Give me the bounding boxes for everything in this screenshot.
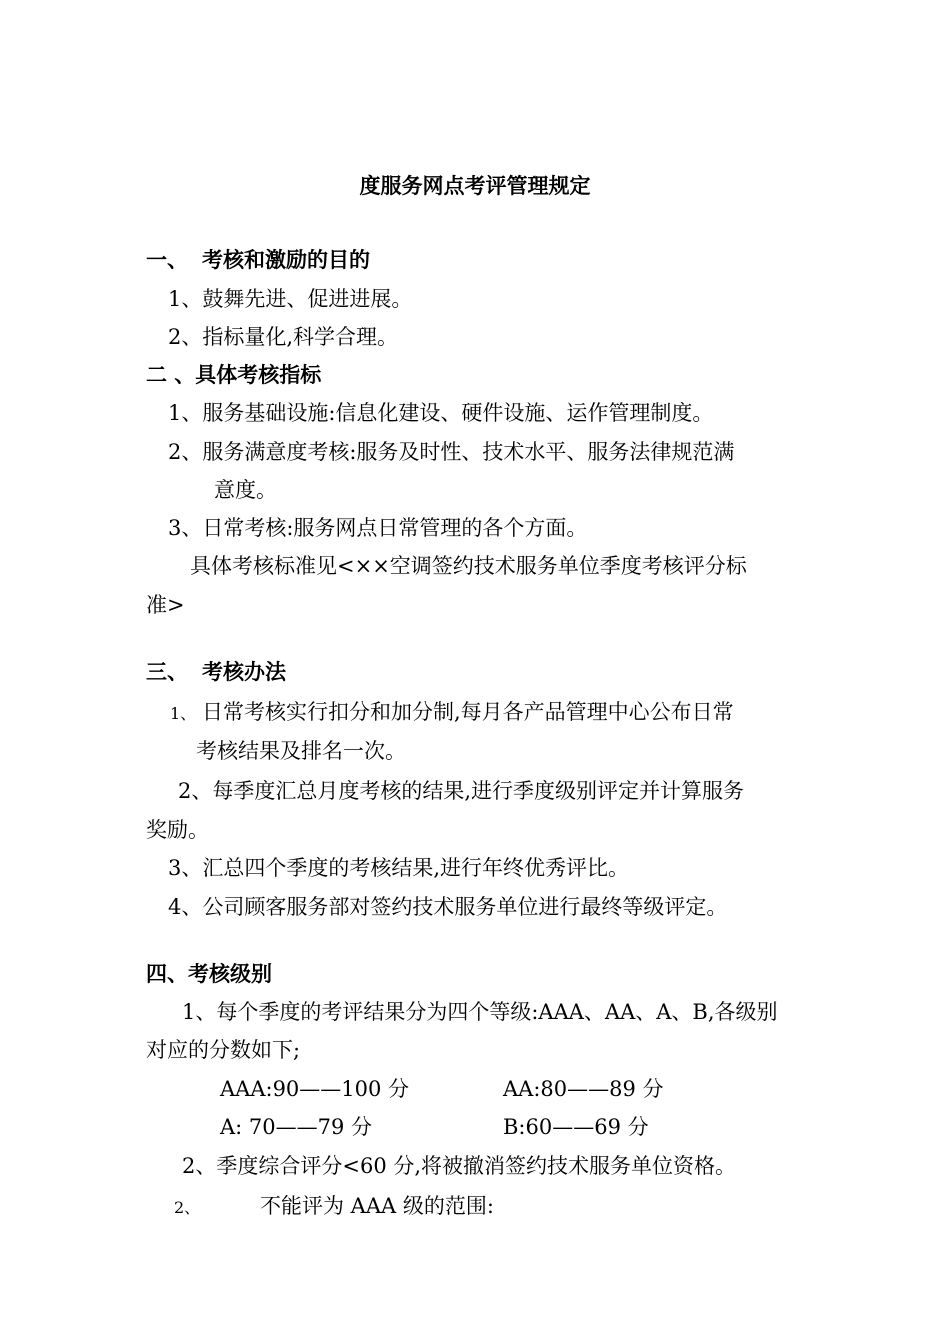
- section-4-item-3: 不能评为 AAA 级的范围:: [260, 1194, 494, 1218]
- section-1-item-1: 1、鼓舞先进、促进进展。: [168, 287, 413, 311]
- grade-aa: AA:80——89 分: [503, 1077, 664, 1101]
- section-1-heading: 考核和激励的目的: [202, 248, 370, 272]
- section-4-item-2: 2、季度综合评分<60 分,将被撤消签约技术服务单位资格。: [182, 1154, 737, 1178]
- section-3-heading: 考核办法: [202, 660, 286, 684]
- section-2-note: 具体考核标准见<××空调签约技术服务单位季度考核评分标: [190, 554, 747, 578]
- section-1-number: 一、: [146, 248, 188, 272]
- section-4-item-3-number: 2、: [174, 1198, 201, 1217]
- section-4-heading: 四、考核级别: [146, 962, 272, 986]
- section-2-note-cont: 准>: [146, 593, 185, 617]
- section-3-item-1: 日常考核实行扣分和加分制,每月各产品管理中心公布日常: [202, 700, 734, 724]
- section-2-item-2-cont: 意度。: [214, 478, 277, 502]
- section-2-heading: 二 、具体考核指标: [146, 363, 322, 387]
- section-2-item-2: 2、服务满意度考核:服务及时性、技术水平、服务法律规范满: [168, 440, 735, 464]
- section-1-item-2: 2、指标量化,科学合理。: [168, 325, 399, 349]
- section-3-item-2-cont: 奖励。: [146, 818, 209, 842]
- section-4-item-1: 1、每个季度的考评结果分为四个等级:AAA、AA、A、B,各级别: [182, 1000, 778, 1024]
- grade-a: A: 70——79 分: [220, 1115, 373, 1139]
- section-4-item-1-cont: 对应的分数如下;: [146, 1038, 301, 1062]
- document-title: 度服务网点考评管理规定: [359, 174, 591, 198]
- section-2-item-3: 3、日常考核:服务网点日常管理的各个方面。: [168, 516, 588, 540]
- grade-aaa: AAA:90——100 分: [220, 1077, 410, 1101]
- section-3-item-2: 2、每季度汇总月度考核的结果,进行季度级别评定并计算服务: [178, 779, 745, 803]
- section-3-item-4: 4、公司顾客服务部对签约技术服务单位进行最终等级评定。: [168, 895, 728, 919]
- section-3-number: 三、: [146, 660, 188, 684]
- grade-b: B:60——69 分: [503, 1115, 649, 1139]
- section-3-item-1-cont: 考核结果及排名一次。: [196, 739, 406, 763]
- section-2-item-1: 1、服务基础设施:信息化建设、硬件设施、运作管理制度。: [168, 401, 714, 425]
- section-3-item-3: 3、汇总四个季度的考核结果,进行年终优秀评比。: [168, 856, 630, 880]
- section-3-item-1-number: 1、: [170, 704, 197, 723]
